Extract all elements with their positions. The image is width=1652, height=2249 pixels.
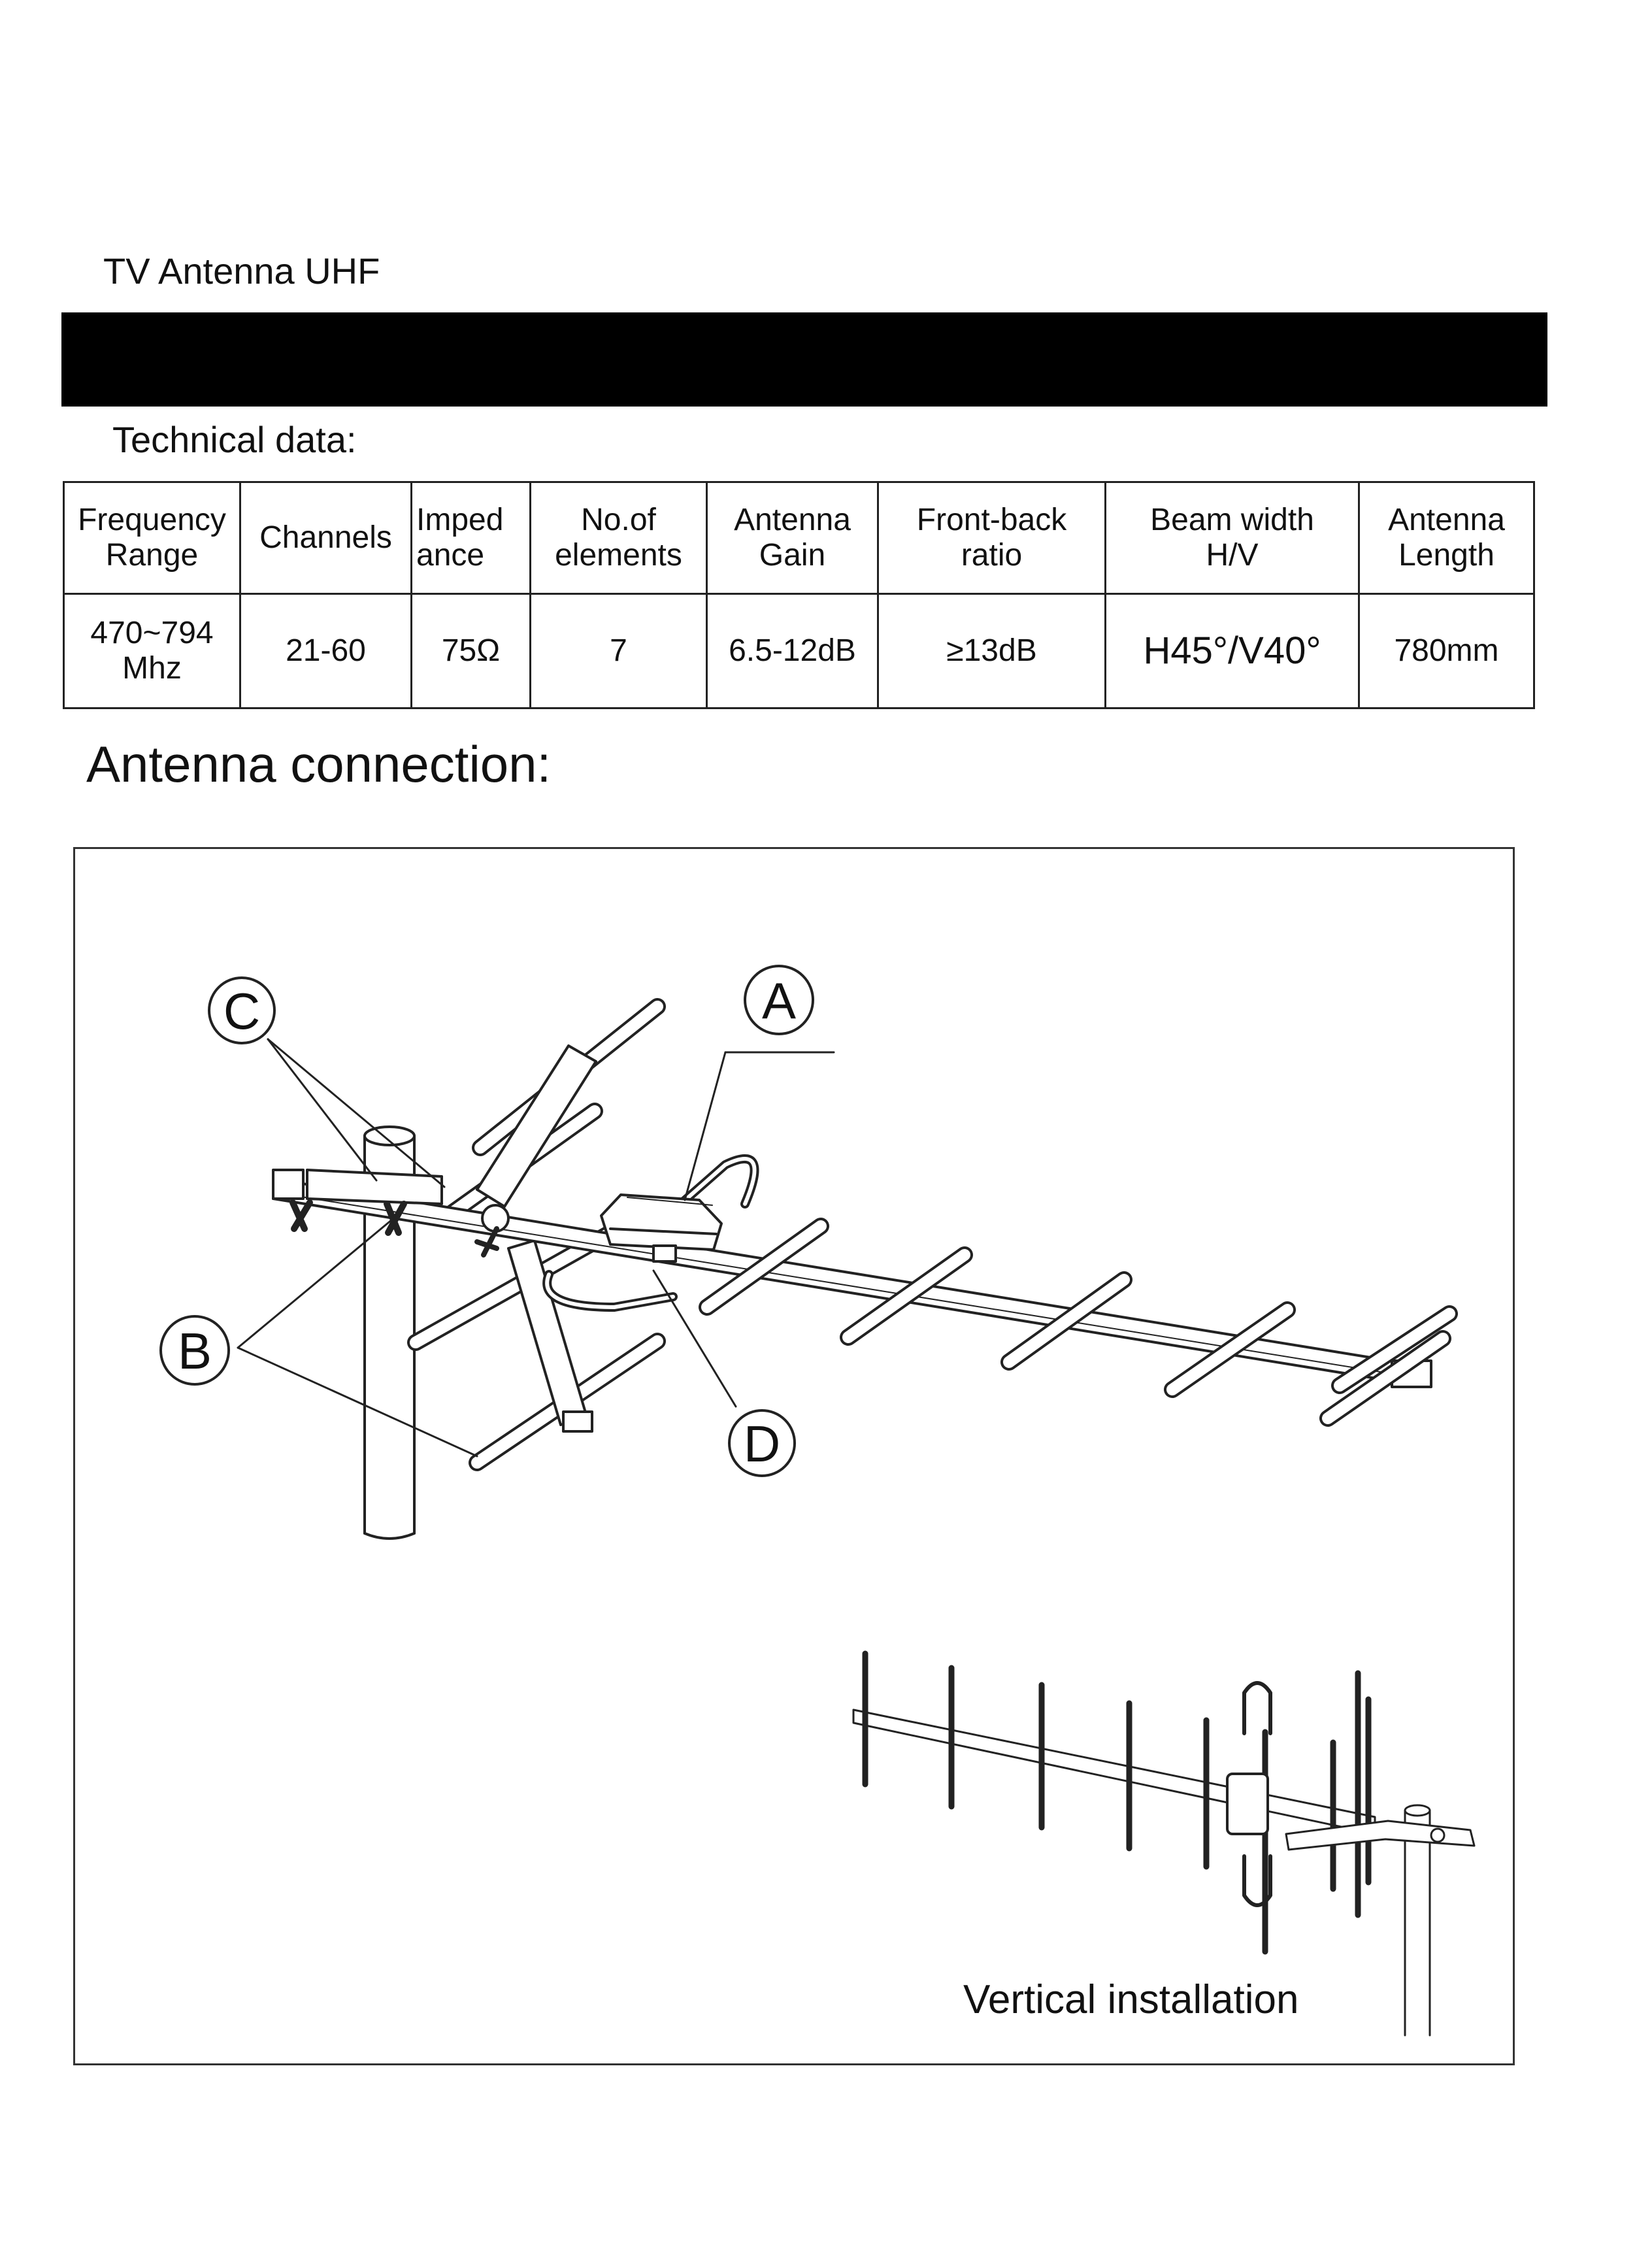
svg-text:A: A — [761, 972, 797, 1029]
technical-data-heading: Technical data: — [112, 419, 357, 460]
director-elements — [707, 1226, 1449, 1418]
header-beam-width: Beam width H/V — [1106, 482, 1359, 594]
value-length: 780mm — [1359, 594, 1534, 708]
svg-text:C: C — [223, 982, 261, 1040]
value-elements: 7 — [531, 594, 707, 708]
value-front-back: ≥13dB — [878, 594, 1106, 708]
value-gain: 6.5-12dB — [707, 594, 878, 708]
svg-text:B: B — [177, 1322, 212, 1380]
main-boom — [273, 1179, 1431, 1387]
callout-d — [729, 1410, 795, 1476]
vertical-installation-caption: Vertical installation — [963, 1977, 1299, 2022]
antenna-connection-heading: Antenna connection: — [86, 735, 552, 793]
value-channels: 21-60 — [240, 594, 412, 708]
value-beam-width: H45°/V40° — [1106, 594, 1359, 708]
product-title: TV Antenna UHF — [103, 250, 380, 292]
header-length: Antenna Length — [1359, 482, 1534, 594]
header-front-back: Front-back ratio — [878, 482, 1106, 594]
value-impedance: 75Ω — [412, 594, 531, 708]
header-channels: Channels — [240, 482, 412, 594]
callout-c — [209, 978, 274, 1043]
callout-a — [745, 966, 813, 1034]
value-frequency: 470~794 Mhz — [64, 594, 240, 708]
header-elements: No.of elements — [531, 482, 707, 594]
svg-text:D: D — [743, 1415, 781, 1473]
header-gain: Antenna Gain — [707, 482, 878, 594]
callout-b — [161, 1316, 229, 1384]
header-impedance: Imped ance — [412, 482, 531, 594]
header-frequency: Frequency Range — [64, 482, 240, 594]
